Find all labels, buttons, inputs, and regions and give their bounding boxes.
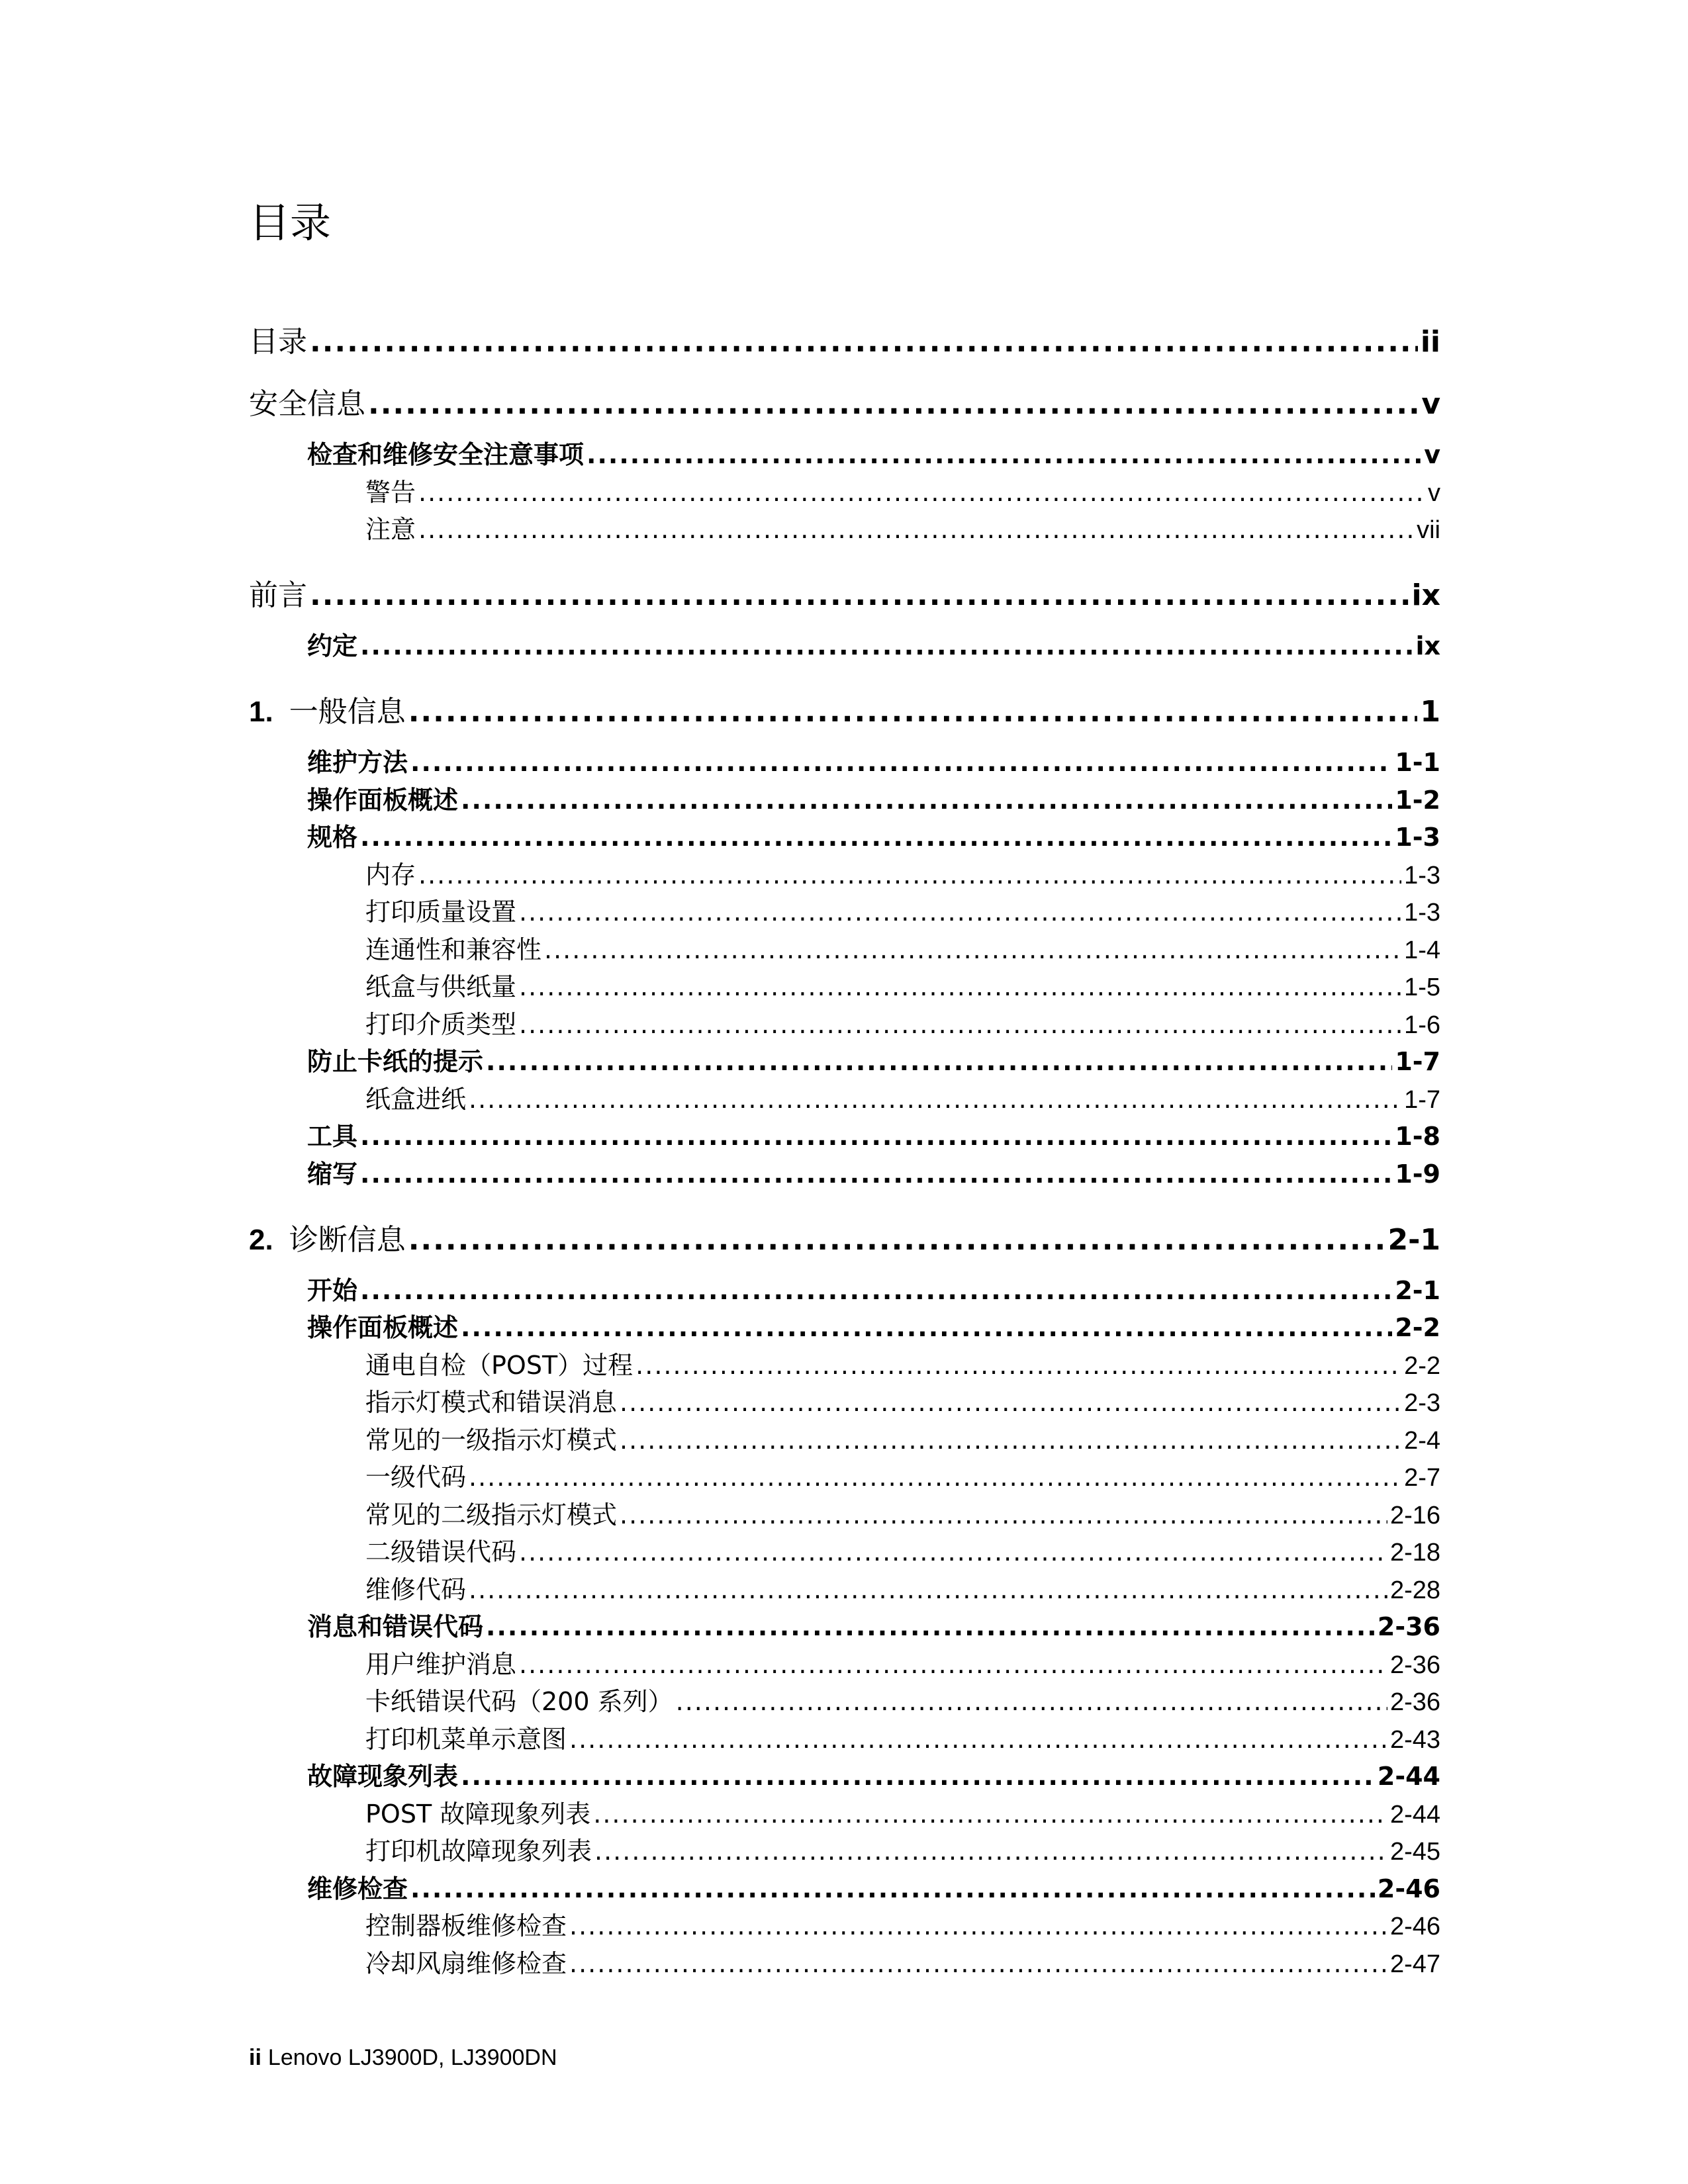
dot-leader xyxy=(586,440,1421,469)
toc-entry[interactable] xyxy=(249,625,1440,662)
toc-entry[interactable] xyxy=(249,571,1440,614)
toc-entry-page: 2-36 xyxy=(1389,1651,1440,1679)
toc-entry-title: 缩写 xyxy=(307,1159,358,1189)
toc-entry-page: 2-1 xyxy=(1395,1275,1440,1305)
page-title: 目录 xyxy=(249,199,332,247)
dot-leader xyxy=(519,1650,1387,1679)
dot-leader xyxy=(620,1500,1387,1529)
toc-entry-page: 2-36 xyxy=(1377,1612,1440,1641)
toc-entry-title: 打印质量设置 xyxy=(365,897,517,927)
toc-entry-title: 打印机故障现象列表 xyxy=(365,1837,592,1866)
dot-leader xyxy=(360,1122,1392,1151)
dot-leader xyxy=(310,325,1418,359)
toc-entry[interactable] xyxy=(249,1079,1440,1115)
toc-entry[interactable] xyxy=(249,1831,1440,1867)
toc-entry[interactable] xyxy=(249,472,1440,508)
toc-entry-title: 一级代码 xyxy=(365,1463,467,1492)
toc-entry[interactable] xyxy=(249,1041,1440,1077)
toc-entry-title: 控制器板维修检查 xyxy=(365,1911,567,1940)
toc-entry[interactable] xyxy=(249,1569,1440,1606)
toc-entry-page: 1-5 xyxy=(1404,974,1440,1001)
dot-leader xyxy=(469,1575,1387,1604)
dot-leader xyxy=(461,1313,1392,1342)
toc-entry[interactable] xyxy=(249,380,1440,422)
dot-leader xyxy=(635,1351,1401,1380)
toc-entry-title: 注意 xyxy=(365,515,416,544)
dot-leader xyxy=(569,1725,1387,1754)
toc-entry-page: 2-28 xyxy=(1389,1576,1440,1604)
toc-entry-title: POST 故障现象列表 xyxy=(365,1799,591,1829)
dot-leader xyxy=(569,1911,1387,1940)
toc-entry[interactable] xyxy=(249,1868,1440,1905)
dot-leader xyxy=(418,860,1401,889)
toc-entry[interactable] xyxy=(249,1681,1440,1717)
toc-entry-title: 警告 xyxy=(365,477,416,507)
toc-entry-title: 操作面板概述 xyxy=(307,1313,459,1342)
toc-entry-page: ix xyxy=(1411,578,1440,612)
toc-entry-page: 2-46 xyxy=(1389,1913,1440,1940)
dot-leader xyxy=(418,478,1425,507)
toc-entry-page: ix xyxy=(1415,631,1440,660)
toc-entry-title: 防止卡纸的提示 xyxy=(307,1047,484,1076)
dot-leader xyxy=(620,1388,1401,1417)
toc-entry-page: 1-6 xyxy=(1404,1011,1440,1039)
toc-entry-number: 1. xyxy=(249,696,273,728)
toc-entry[interactable] xyxy=(249,1644,1440,1680)
footer-page-number: ii xyxy=(249,2045,261,2070)
toc-entry-title: 目录 xyxy=(249,325,307,359)
toc-entry-title: 内存 xyxy=(365,860,416,889)
toc-entry-title: 常见的二级指示灯模式 xyxy=(365,1500,618,1529)
toc-entry-title: 卡纸错误代码（200 系列） xyxy=(365,1687,673,1716)
toc-entry-page: 2-2 xyxy=(1404,1351,1440,1380)
toc-entry-page: 2-43 xyxy=(1389,1725,1440,1754)
dot-leader xyxy=(360,1276,1392,1305)
toc-entry[interactable] xyxy=(249,318,1440,360)
toc-entry-page: 2-16 xyxy=(1389,1501,1440,1529)
toc-entry-page: 1-4 xyxy=(1404,936,1440,964)
dot-leader xyxy=(620,1426,1401,1455)
dot-leader xyxy=(410,748,1392,777)
toc-entry-title: 纸盒与供纸量 xyxy=(365,972,517,1001)
toc-entry-title: 规格 xyxy=(307,823,358,852)
toc-entry-title: 纸盒进纸 xyxy=(365,1084,467,1114)
toc-entry-title: 通电自检（POST）过程 xyxy=(365,1350,633,1380)
dot-leader xyxy=(310,578,1409,612)
dot-leader xyxy=(461,1762,1375,1791)
toc-entry[interactable] xyxy=(249,688,1440,730)
dot-leader xyxy=(360,631,1413,660)
page-footer xyxy=(249,2045,557,2071)
toc-entry[interactable] xyxy=(249,1270,1440,1306)
toc-entry-title: 打印介质类型 xyxy=(365,1009,517,1039)
toc-entry-title: 维修检查 xyxy=(307,1874,408,1903)
toc-entry-page: v xyxy=(1421,387,1440,421)
dot-leader xyxy=(593,1799,1387,1829)
dot-leader xyxy=(408,695,1418,729)
dot-leader xyxy=(360,1160,1392,1189)
toc-entry[interactable] xyxy=(249,891,1440,928)
footer-product-name: Lenovo LJ3900D, LJ3900DN xyxy=(267,2045,557,2070)
toc-entry[interactable] xyxy=(249,1154,1440,1190)
toc-entry-title: 操作面板概述 xyxy=(307,785,459,815)
toc-entry-page: 1-7 xyxy=(1404,1085,1440,1114)
toc-entry-title: 安全信息 xyxy=(249,387,365,421)
toc-entry-title: 前言 xyxy=(249,578,307,612)
toc-entry-page: 2-3 xyxy=(1404,1389,1440,1417)
toc-entry-page: v xyxy=(1424,440,1440,469)
dot-leader xyxy=(461,786,1392,815)
dot-leader xyxy=(519,897,1401,927)
toc-entry[interactable] xyxy=(249,817,1440,853)
toc-entry-page: 1 xyxy=(1420,695,1440,729)
toc-entry-page: 1-2 xyxy=(1395,785,1440,815)
dot-leader xyxy=(469,1463,1401,1492)
toc-entry-title: 指示灯模式和错误消息 xyxy=(365,1388,618,1417)
toc-entry[interactable] xyxy=(249,929,1440,966)
toc-entry-number: 2. xyxy=(249,1223,273,1256)
toc-entry[interactable] xyxy=(249,1116,1440,1152)
dot-leader xyxy=(360,823,1392,852)
toc-entry[interactable] xyxy=(249,1004,1440,1040)
toc-entry-title: 检查和维修安全注意事项 xyxy=(307,440,585,469)
toc-entry-page: 1-9 xyxy=(1395,1159,1440,1189)
dot-leader xyxy=(519,972,1401,1001)
toc-entry[interactable] xyxy=(249,509,1440,545)
toc-entry[interactable] xyxy=(249,742,1440,778)
toc-entry[interactable] xyxy=(249,966,1440,1003)
toc-entry[interactable] xyxy=(249,1420,1440,1456)
toc-entry-page: 1-3 xyxy=(1395,823,1440,852)
toc-entry-title: 诊断信息 xyxy=(289,1222,406,1257)
dot-leader xyxy=(418,515,1414,544)
toc-entry[interactable] xyxy=(249,1794,1440,1830)
toc-entry-title: 维修代码 xyxy=(365,1574,467,1604)
toc-entry-title: 用户维护消息 xyxy=(365,1649,517,1679)
toc-entry-page: 2-47 xyxy=(1389,1950,1440,1978)
toc-entry[interactable] xyxy=(249,1719,1440,1755)
dot-leader xyxy=(519,1010,1401,1039)
dot-leader xyxy=(519,1537,1387,1567)
toc-entry[interactable] xyxy=(249,854,1440,891)
toc-entry[interactable] xyxy=(249,1606,1440,1643)
toc-entry-page: v xyxy=(1428,478,1440,507)
dot-leader xyxy=(676,1687,1387,1716)
toc-entry[interactable] xyxy=(249,1457,1440,1493)
toc-entry-page: 2-7 xyxy=(1404,1464,1440,1492)
dot-leader xyxy=(408,1223,1385,1257)
toc-entry-page: 2-44 xyxy=(1389,1800,1440,1829)
toc-entry-title: 开始 xyxy=(307,1275,358,1305)
dot-leader xyxy=(486,1612,1375,1641)
toc-entry-title: 常见的一级指示灯模式 xyxy=(365,1425,618,1455)
toc-entry-page: 1-3 xyxy=(1404,899,1440,927)
dot-leader xyxy=(368,387,1419,421)
toc-entry-page: 1-8 xyxy=(1395,1122,1440,1151)
toc-entry-page: 1-7 xyxy=(1395,1047,1440,1076)
toc-entry-title: 二级错误代码 xyxy=(365,1537,517,1567)
toc-entry-page: 2-4 xyxy=(1404,1426,1440,1455)
toc-entry-title: 消息和错误代码 xyxy=(307,1612,484,1641)
toc-entry[interactable] xyxy=(249,780,1440,816)
toc-entry[interactable] xyxy=(249,1494,1440,1531)
toc-entry[interactable] xyxy=(249,1216,1440,1258)
toc-entry-title: 打印机菜单示意图 xyxy=(365,1724,567,1754)
toc-entry[interactable] xyxy=(249,1905,1440,1942)
toc-entry-page: 2-18 xyxy=(1389,1539,1440,1567)
toc-entry-page: 2-2 xyxy=(1395,1313,1440,1342)
toc-entry[interactable] xyxy=(249,434,1440,471)
toc-entry-page: 2-1 xyxy=(1387,1222,1440,1257)
dot-leader xyxy=(469,1085,1401,1114)
toc-entry[interactable] xyxy=(249,1382,1440,1418)
toc-entry-title: 冷却风扇维修检查 xyxy=(365,1948,567,1978)
toc-entry-title: 连通性和兼容性 xyxy=(365,934,542,964)
toc-entry-page: 1-1 xyxy=(1395,748,1440,777)
dot-leader xyxy=(410,1874,1375,1903)
toc-entry-title: 维护方法 xyxy=(307,748,408,777)
dot-leader xyxy=(569,1949,1387,1978)
toc-entry[interactable] xyxy=(249,1307,1440,1343)
toc-entry[interactable] xyxy=(249,1345,1440,1381)
toc-entry-title: 工具 xyxy=(307,1122,358,1151)
toc-entry-page: 2-36 xyxy=(1389,1688,1440,1716)
toc-entry-page: 2-46 xyxy=(1377,1874,1440,1903)
toc-entry-page: 2-45 xyxy=(1389,1838,1440,1866)
dot-leader xyxy=(594,1837,1387,1866)
toc-entry-page: vii xyxy=(1417,516,1440,544)
dot-leader xyxy=(544,935,1401,964)
toc-entry-title: 故障现象列表 xyxy=(307,1762,459,1791)
toc-entry[interactable] xyxy=(249,1756,1440,1792)
toc-entry-page: ii xyxy=(1420,325,1440,359)
toc-entry-page: 2-44 xyxy=(1377,1762,1440,1791)
toc-entry[interactable] xyxy=(249,1943,1440,1979)
toc-entry-page: 1-3 xyxy=(1404,861,1440,889)
dot-leader xyxy=(486,1047,1392,1076)
toc-entry-title: 一般信息 xyxy=(289,695,406,729)
toc-entry[interactable] xyxy=(249,1531,1440,1568)
toc-entry-title: 约定 xyxy=(307,631,358,660)
